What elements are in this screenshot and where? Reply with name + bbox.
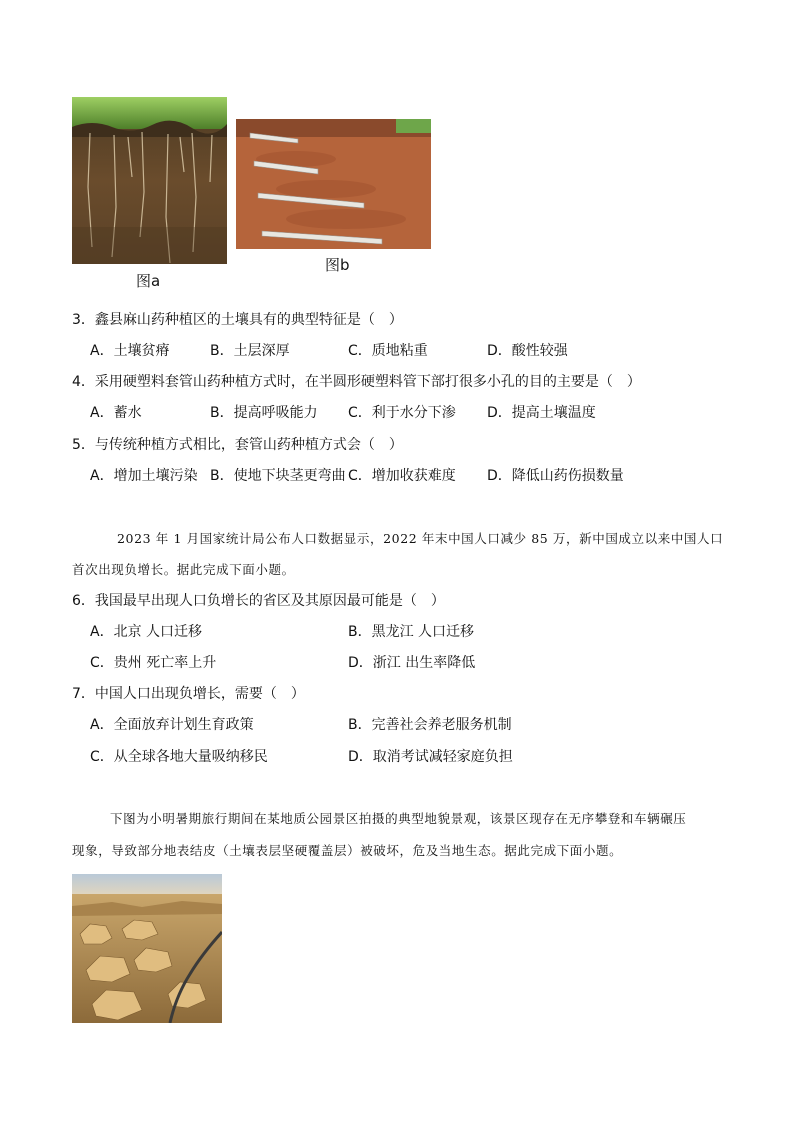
question-4-option-b: B．提高呼吸能力 — [210, 405, 318, 421]
question-6-option-d: D．浙江 出生率降低 — [348, 655, 476, 671]
question-3-option-c: C．质地粘重 — [348, 343, 428, 359]
passage-2-line-1: 2023 年 1 月国家统计局公布人口数据显示，2022 年末中国人口减少 85 万，新中国成立以来中国人口 — [117, 531, 724, 546]
figure-b-pipe-planting-photo — [236, 119, 431, 249]
question-3-option-d: D．酸性较强 — [487, 343, 568, 359]
question-5-option-d: D．降低山药伤损数量 — [487, 468, 624, 484]
question-6-stem: 6．我国最早出现人口负增长的省区及其原因最可能是（ ） — [72, 593, 445, 609]
question-6-option-a: A．北京 人口迁移 — [90, 624, 203, 640]
question-5-option-c: C．增加收获难度 — [348, 468, 456, 484]
question-5-option-a: A．增加土壤污染 — [90, 468, 198, 484]
question-6-option-c: C．贵州 死亡率上升 — [90, 655, 217, 671]
question-4-option-d: D．提高土壤温度 — [487, 405, 596, 421]
question-4-option-c: C．利于水分下渗 — [348, 405, 456, 421]
question-7-option-c: C．从全球各地大量吸纳移民 — [90, 749, 268, 765]
question-4-stem: 4．采用硬塑料套管山药种植方式时，在半圆形硬塑料管下部打很多小孔的目的主要是（ ） — [72, 374, 641, 390]
question-7-stem: 7．中国人口出现负增长，需要（ ） — [72, 686, 305, 702]
figure-a-caption: 图a — [136, 272, 161, 290]
landform-photo — [72, 874, 222, 1023]
question-4-option-a: A．蓄水 — [90, 405, 142, 421]
passage-2-line-2: 首次出现负增长。据此完成下面小题。 — [72, 562, 295, 577]
pipe-planting-image — [236, 119, 431, 249]
question-5-stem: 5．与传统种植方式相比，套管山药种植方式会（ ） — [72, 437, 403, 453]
question-7-option-b: B．完善社会养老服务机制 — [348, 717, 512, 733]
question-6-option-b: B．黑龙江 人口迁移 — [348, 624, 475, 640]
passage-3-line-1: 下图为小明暑期旅行期间在某地质公园景区拍摄的典型地貌景观，该景区现存在无序攀登和车辆碾压 — [110, 811, 687, 826]
question-3-option-b: B．土层深厚 — [210, 343, 290, 359]
figure-b-caption: 图b — [325, 256, 350, 274]
question-5-option-b: B．使地下块茎更弯曲 — [210, 468, 346, 484]
question-3-stem: 3．鑫县麻山药种植区的土壤具有的典型特征是（ ） — [72, 312, 403, 328]
figure-a-soil-profile-photo — [72, 97, 227, 264]
question-7-option-d: D．取消考试减轻家庭负担 — [348, 749, 513, 765]
question-7-option-a: A．全面放弃计划生育政策 — [90, 717, 254, 733]
yardang-landscape-image — [72, 874, 222, 1023]
passage-3-line-2: 现象，导致部分地表结皮（土壤表层坚硬覆盖层）被破坏，危及当地生态。据此完成下面小题。 — [72, 843, 623, 858]
soil-profile-image — [72, 97, 227, 264]
question-3-option-a: A．土壤贫瘠 — [90, 343, 170, 359]
